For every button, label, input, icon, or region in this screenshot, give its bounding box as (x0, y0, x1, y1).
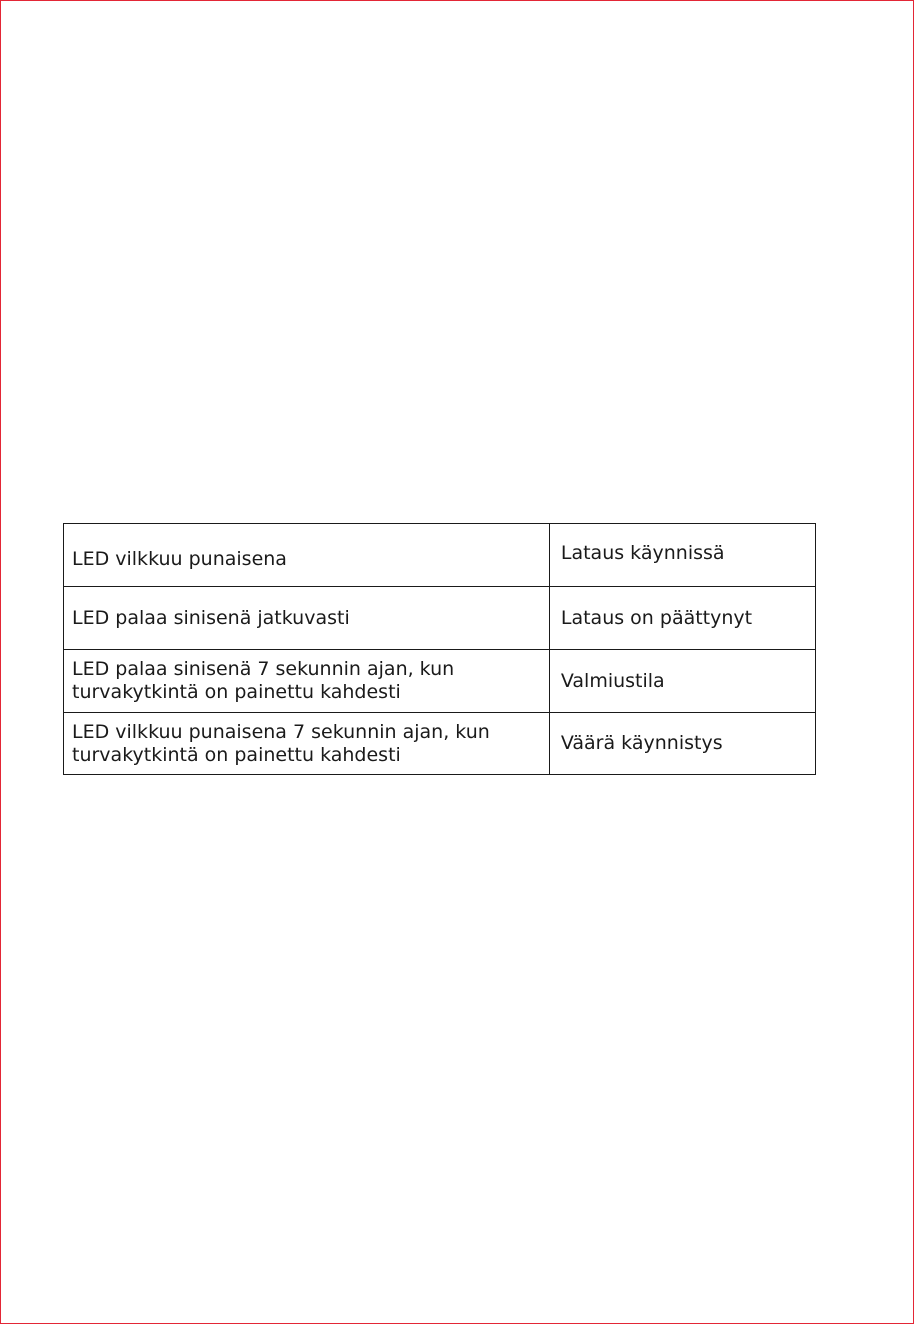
table-row (64, 587, 816, 650)
led-indication-cell: LED vilkkuu punaisena 7 sekunnin ajan, kun turvakytkintä on painettu kahdesti (64, 713, 550, 775)
led-indication-cell: LED palaa sinisenä jatkuvasti (64, 587, 550, 650)
status-cell: Väärä käynnistys (549, 713, 815, 775)
led-indication-cell: LED vilkkuu punaisena (64, 524, 550, 587)
table-row (64, 650, 816, 713)
table-row (64, 524, 816, 587)
table-row (64, 713, 816, 775)
status-cell: Lataus käynnissä (549, 524, 815, 587)
led-status-table (63, 523, 816, 775)
led-indication-cell: LED palaa sinisenä 7 sekunnin ajan, kun turvakytkintä on painettu kahdesti (64, 650, 550, 713)
status-cell: Valmiustila (549, 650, 815, 713)
status-cell: Lataus on päättynyt (549, 587, 815, 650)
